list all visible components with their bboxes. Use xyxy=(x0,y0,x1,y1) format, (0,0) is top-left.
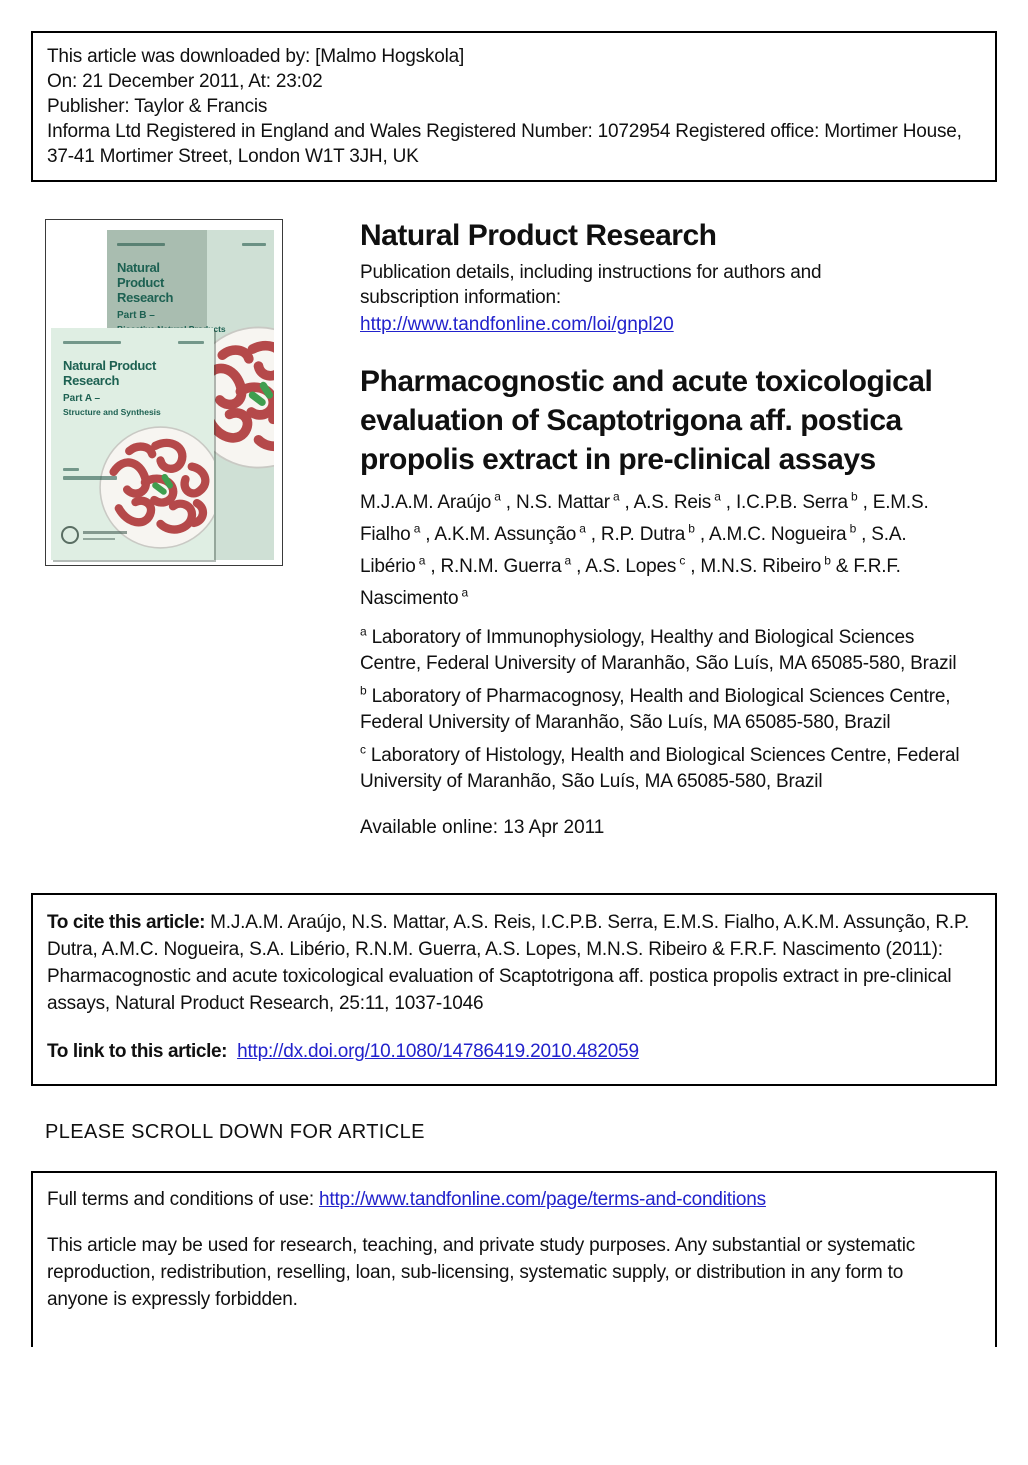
affiliations xyxy=(360,625,970,795)
author-affiliation-sup: b xyxy=(685,521,695,536)
terms-prefix: Full terms and conditions of use: xyxy=(47,1189,314,1210)
citation-box xyxy=(31,893,997,1086)
download-info-line: On: 21 December 2011, At: 23:02 xyxy=(47,71,323,92)
author-name: A.S. Reis xyxy=(633,492,712,513)
author-name: M.N.S. Ribeiro xyxy=(700,556,822,577)
author-affiliation-sup: a xyxy=(711,489,721,504)
author-affiliation-sup: a xyxy=(576,521,586,536)
author-name: I.C.P.B. Serra xyxy=(735,492,848,513)
publication-details: Publication details, including instructions for authors and subscription information: xyxy=(360,262,822,308)
author-name: A.K.M. Assunção xyxy=(434,524,577,545)
terms-body: This article may be used for research, teaching, and private study purposes. Any substantial or systematic reproduction, redistribution, reselling, loan, sub-licensing, systematic supply, or distribution in any form to anyone is expressly forbidden. xyxy=(47,1235,916,1310)
cover-volume-line xyxy=(117,243,165,246)
affiliation-sup: b xyxy=(360,683,367,698)
affiliation-sup: c xyxy=(360,742,366,757)
author-affiliation-sup: c xyxy=(676,553,686,568)
cover-issn-line xyxy=(242,243,266,246)
download-info-line: Publisher: Taylor & Francis xyxy=(47,96,268,117)
journal-homepage-link[interactable]: http://www.tandfonline.com/loi/gnpl20 xyxy=(360,314,674,335)
scroll-down-note: PLEASE SCROLL DOWN FOR ARTICLE xyxy=(45,1121,425,1143)
taylor-francis-logo-icon xyxy=(61,526,79,544)
author-affiliation-sup: b xyxy=(846,521,857,536)
author-name: S.A. Libério xyxy=(360,524,907,577)
author-affiliation-sup: a xyxy=(609,489,620,504)
cover-volume-line xyxy=(63,341,121,344)
terms-link-line xyxy=(47,1186,981,1213)
cite-label: To cite this article: xyxy=(47,912,206,933)
article-title: Pharmacognostic and acute toxicological evaluation of Scaptotrigona aff. postica propolis extract in pre-clinical assays xyxy=(360,365,933,476)
cover-issn-line xyxy=(178,341,204,344)
author-name: F.R.F. Nascimento xyxy=(360,556,901,609)
cover-part-a-titles xyxy=(63,358,159,417)
cover-part-b-title: Natural Product Research xyxy=(117,260,174,305)
cover-editor-name-line xyxy=(63,476,117,480)
cover-part-b-part: Part B – xyxy=(117,310,155,321)
affiliation-sup: a xyxy=(360,624,367,639)
author-affiliation-sup: a xyxy=(415,553,426,568)
taylor-francis-logo-text-line xyxy=(83,538,115,540)
terms-and-conditions-link[interactable]: http://www.tandfonline.com/page/terms-and-conditions xyxy=(319,1189,766,1210)
author-affiliation-sup: a xyxy=(410,521,421,536)
affiliation: $^c$ Laboratory of Histology, Health and Biological Sciences Centre, Federal University of Maranhão, São Luís, MA 65085-580, Brazil xyxy=(360,742,960,792)
journal-link-line xyxy=(360,312,970,337)
journal-cover-thumbnail xyxy=(45,219,283,566)
author-name: N.S. Mattar xyxy=(515,492,610,513)
terms-box xyxy=(31,1171,997,1347)
author-affiliation-sup: a xyxy=(458,585,468,600)
doi-link[interactable]: http://dx.doi.org/10.1080/14786419.2010.482059 xyxy=(237,1041,639,1062)
cover-part-a-subtitle: Structure and Synthesis xyxy=(63,407,161,417)
link-label: To link to this article: xyxy=(47,1041,228,1062)
available-online: Available online: 13 Apr 2011 xyxy=(360,817,605,838)
download-info-box xyxy=(31,31,997,182)
link-paragraph xyxy=(47,1038,981,1065)
affiliation: $^a$ Laboratory of Immunophysiology, Healthy and Biological Sciences Centre, Federal University of Maranhão, São Luís, MA 65085-580, Brazil xyxy=(360,624,957,674)
cover-part-a xyxy=(51,328,214,560)
author-name: E.M.S. Fialho xyxy=(360,492,929,545)
download-info-line: Informa Ltd Registered in England and Wales Registered Number: 1072954 Registered office: Mortimer House, 37-41 Mortimer Street, London W1T 3JH, UK xyxy=(47,121,962,167)
author-affiliation-sup: a xyxy=(561,553,572,568)
author-name: M.J.A.M. Araújo xyxy=(360,492,492,513)
cover-part-b-titles xyxy=(117,260,203,334)
cite-paragraph xyxy=(47,909,981,1017)
author-name: A.S. Lopes xyxy=(585,556,677,577)
author-list: M.J.A.M. Araújo $^a$ , N.S. Mattar $^a$ , A.S. Reis $^a$ , I.C.P.B. Serra $^b$ , E.M.S. Fialho $^a$ , A.K.M. Assunção $^a$ , R.P. Dutra $^b$ , A.M.C. Nogueira $^b$ , S.A. Libério $^a$ , R.N.M. Guerra $^a$ , A.S. Lopes $^c$ , M.N.S. Ribeiro $^b$ & F.R.F. Nascimento $^a$ xyxy=(360,489,929,609)
author-name: R.P. Dutra xyxy=(600,524,686,545)
download-info-line: This article was downloaded by: [Malmo Hogskola] xyxy=(47,46,465,67)
author-affiliation-sup: b xyxy=(821,553,831,568)
author-name: R.N.M. Guerra xyxy=(440,556,562,577)
article-meta-column xyxy=(360,219,970,839)
affiliation: $^b$ Laboratory of Pharmacognosy, Health and Biological Sciences Centre, Federal University of Maranhão, São Luís, MA 65085-580, Brazil xyxy=(360,683,951,733)
taylor-francis-logo-text-line xyxy=(83,531,127,534)
author-affiliation-sup: b xyxy=(847,489,858,504)
cite-text: M.J.A.M. Araújo, N.S. Mattar, A.S. Reis, I.C.P.B. Serra, E.M.S. Fialho, A.K.M. Assunção, R.P. Dutra, A.M.C. Nogueira, S.A. Libério, R.N.M. Guerra, A.S. Lopes, M.N.S. Ribeiro & F.R.F. Nascimento (2011): Pharmacognostic and acute toxicological evaluation of Scaptotrigona aff. postica propolis extract in pre-clinical assays, Natural Product Research, 25:11, 1037-1046 xyxy=(47,912,970,1014)
cover-part-a-title: Natural Product Research xyxy=(63,358,157,388)
cover-part-a-part: Part A – xyxy=(63,393,101,404)
author-affiliation-sup: a xyxy=(491,489,501,504)
author-name: A.M.C. Nogueira xyxy=(708,524,847,545)
journal-title: Natural Product Research xyxy=(360,219,717,252)
cover-editor-label-line xyxy=(63,468,79,471)
article-header-row xyxy=(31,219,997,839)
